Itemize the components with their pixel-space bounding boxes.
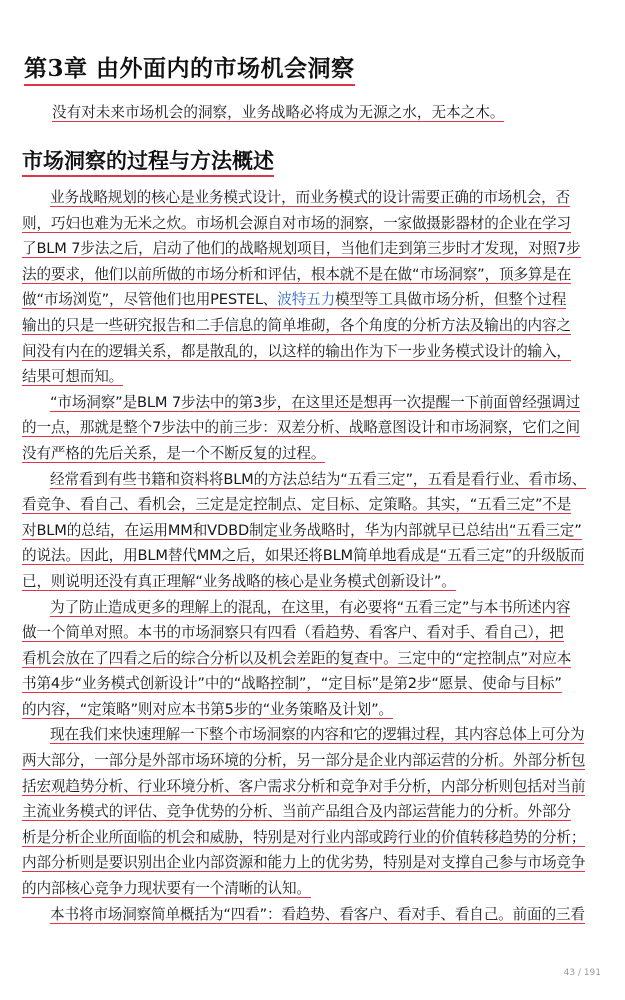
text-line: 看机会放在了四看之后的综合分析以及机会差距的复查中。三定中的“定控制点”对应本 [22, 649, 572, 667]
text-line: 结果可想而知。 [22, 368, 124, 386]
text-line: 则，巧妇也难为无米之炊。市场机会源自对市场的洞察，一家做摄影器材的企业在学习 [22, 214, 571, 232]
text-line: 没有严格的先后关系，是一个不断反复的过程。 [22, 444, 326, 462]
text-line: 书第4步“业务模式创新设计”中的“战略控制”，“定目标”是第2步“愿景、使命与目标” [22, 675, 562, 693]
text-line: 已，则说明还没有真正理解“业务战略的核心是业务模式创新设计”。 [22, 572, 456, 590]
text-line: 的一点，那就是整个7步法中的前三步：双差分析、战略意图设计和市场洞察，它们之间 [22, 419, 581, 437]
text-line: 内部分析则是要识别出企业内部资源和能力上的优劣势，特别是对支撑自己参与市场竞争 [22, 854, 586, 872]
section-title: 市场洞察的过程与方法概述 [22, 145, 274, 175]
text-line: 输出的只是一些研究报告和二手信息的简单堆砌，各个角度的分析方法及输出的内容之 [22, 316, 571, 334]
text-line: 法的要求，他们以前所做的市场分析和评估，根本就不是在做“市场洞察”，顶多算是在 [22, 265, 572, 283]
lead-quote: 没有对未来市场机会的洞察，业务战略必将成为无源之水，无本之木。 [52, 104, 505, 121]
text-line: 主流业务模式的评估、竞争优势的分析、当前产品组合及内部运营能力的分析。外部分 [22, 803, 571, 821]
text-line: 看竞争、看自己、看机会，三定是定控制点、定目标、定策略。其实，“五看三定”不是 [22, 496, 572, 514]
chapter-title: 第3章 由外面内的市场机会洞察 [24, 50, 355, 83]
text-line: “市场洞察”是BLM 7步法中的第3步，在这里还是想再一次提醒一下前面曾经强调过 [50, 393, 581, 411]
page-indicator: 43 / 191 [563, 968, 601, 978]
term-link[interactable]: 波特五力 [277, 291, 336, 309]
text-line: 间没有内在的逻辑关系，都是散乱的，以这样的输出作为下一步业务模式设计的输入， [22, 342, 571, 360]
text-line: 业务战略规划的核心是业务模式设计，而业务模式的设计需要正确的市场机会，否 [50, 189, 570, 206]
text-line: 本书将市场洞察简单概括为“四看”：看趋势、看客户、看对手、看自己。前面的三看 [50, 905, 585, 923]
text-line: 的内容，“定策略”则对应本书第5步的“业务策略及计划”。 [22, 700, 393, 718]
text-line: 的内部核心竞争力现状要有一个清晰的认知。 [22, 880, 311, 898]
text-line: 两大部分，一部分是外部市场环境的分析，另一部分是企业内部运营的分析。外部分析包 [22, 752, 586, 770]
text-line: 做一个简单对照。本书的市场洞察只有四看（看趋势、看客户、看对手、看自己），把 [22, 624, 564, 642]
text-line: 析是分析企业所面临的机会和威胁，特别是对行业内部或跨行业的价值转移趋势的分析； [22, 828, 586, 846]
text-line: 对BLM的总结，在运用MM和VDBD制定业务战略时，华为内部就早已总结出“五看三定” [22, 521, 582, 539]
text-line: 了BLM 7步法之后，启动了他们的战略规划项目，当他们走到第三步时才发现，对照7步 [22, 240, 581, 258]
text-line: 的说法。因此，用BLM替代MM之后，如果还将BLM简单地看成是“五看三定”的升级版而 [22, 547, 585, 565]
text-line: 做“市场浏览”，尽管他们也用PESTEL、波特五力模型等工具做市场分析，但整个过程 [22, 291, 567, 309]
text-line: 括宏观趋势分析、行业环境分析、客户需求分析和竞争对手分析，内部分析则包括对当前 [22, 777, 586, 795]
body-text [22, 185, 607, 927]
text-line: 现在我们来快速理解一下整个市场洞察的内容和它的逻辑过程，其内容总体上可分为 [50, 726, 585, 744]
text-line: 经常看到有些书籍和资料将BLM的方法总结为“五看三定”，五看是看行业、看市场、 [50, 470, 587, 488]
text-line: 为了防止造成更多的理解上的混乱，在这里，有必要将“五看三定”与本书所述内容 [50, 598, 571, 616]
